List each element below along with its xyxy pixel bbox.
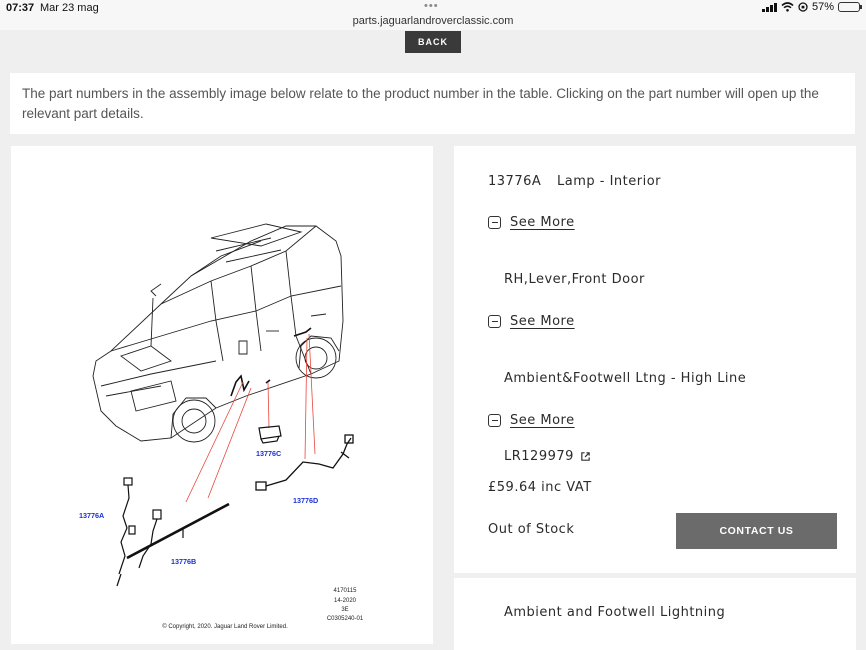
signal-icon: [762, 2, 777, 12]
see-more-toggle-3[interactable]: [488, 413, 575, 428]
diagram-ref-code: C0305240-01: [326, 616, 364, 622]
status-indicators: [762, 1, 860, 13]
status-date: Mar 23 mag: [40, 2, 99, 14]
contact-us-button[interactable]: CONTACT US: [676, 513, 837, 549]
back-button[interactable]: BACK: [405, 31, 461, 53]
assembly-notice: The part numbers in the assembly image below relate to the product number in the table. Clicking on the part number will open up the relevant part details.: [10, 73, 855, 134]
status-time: 07:37: [6, 2, 35, 14]
stock-status: Out of Stock: [488, 522, 575, 537]
status-bar: [0, 0, 866, 30]
callout-13776C[interactable]: 13776C: [256, 449, 282, 458]
battery-percent: 57%: [811, 1, 834, 13]
multitask-dots-icon[interactable]: •••: [424, 0, 439, 12]
callout-13776D[interactable]: 13776D: [293, 496, 319, 505]
part-number[interactable]: LR129979: [504, 449, 574, 464]
assembly-diagram: [11, 146, 433, 644]
see-more-toggle-2[interactable]: [488, 314, 575, 329]
wifi-icon: [781, 2, 794, 12]
see-more-toggle-1[interactable]: [488, 215, 575, 230]
diagram-ref-variant: 3E: [341, 607, 349, 613]
callout-13776A[interactable]: 13776A: [79, 511, 105, 520]
diagram-ref-number: 4170115: [333, 588, 357, 594]
collapse-minus-icon: [488, 315, 501, 328]
see-more-label[interactable]: See More: [510, 413, 575, 428]
address-bar-url[interactable]: parts.jaguarlandroverclassic.com: [352, 15, 514, 27]
next-product-title: Ambient and Footwell Lightning: [504, 605, 726, 620]
battery-icon: [838, 2, 860, 12]
diagram-ref-date: 14-2020: [333, 598, 357, 604]
see-more-label[interactable]: See More: [510, 215, 575, 230]
product-name: Lamp - Interior: [557, 174, 662, 189]
product-panel: [454, 146, 856, 573]
orientation-lock-icon: [798, 2, 808, 12]
collapse-minus-icon: [488, 216, 501, 229]
product-code: 13776A: [488, 174, 542, 189]
see-more-label[interactable]: See More: [510, 314, 575, 329]
external-link-icon[interactable]: [580, 451, 591, 462]
assembly-illustration: [11, 146, 433, 644]
diagram-copyright: © Copyright, 2020. Jaguar Land Rover Limited.: [162, 624, 288, 630]
section-title-rh-lever: RH,Lever,Front Door: [504, 272, 645, 287]
callout-13776B[interactable]: 13776B: [171, 557, 197, 566]
product-price: £59.64 inc VAT: [488, 480, 592, 495]
collapse-minus-icon: [488, 414, 501, 427]
section-title-ambient: Ambient&Footwell Ltng - High Line: [504, 371, 747, 386]
next-product-panel: [454, 578, 856, 650]
part-number-link[interactable]: [504, 449, 591, 464]
